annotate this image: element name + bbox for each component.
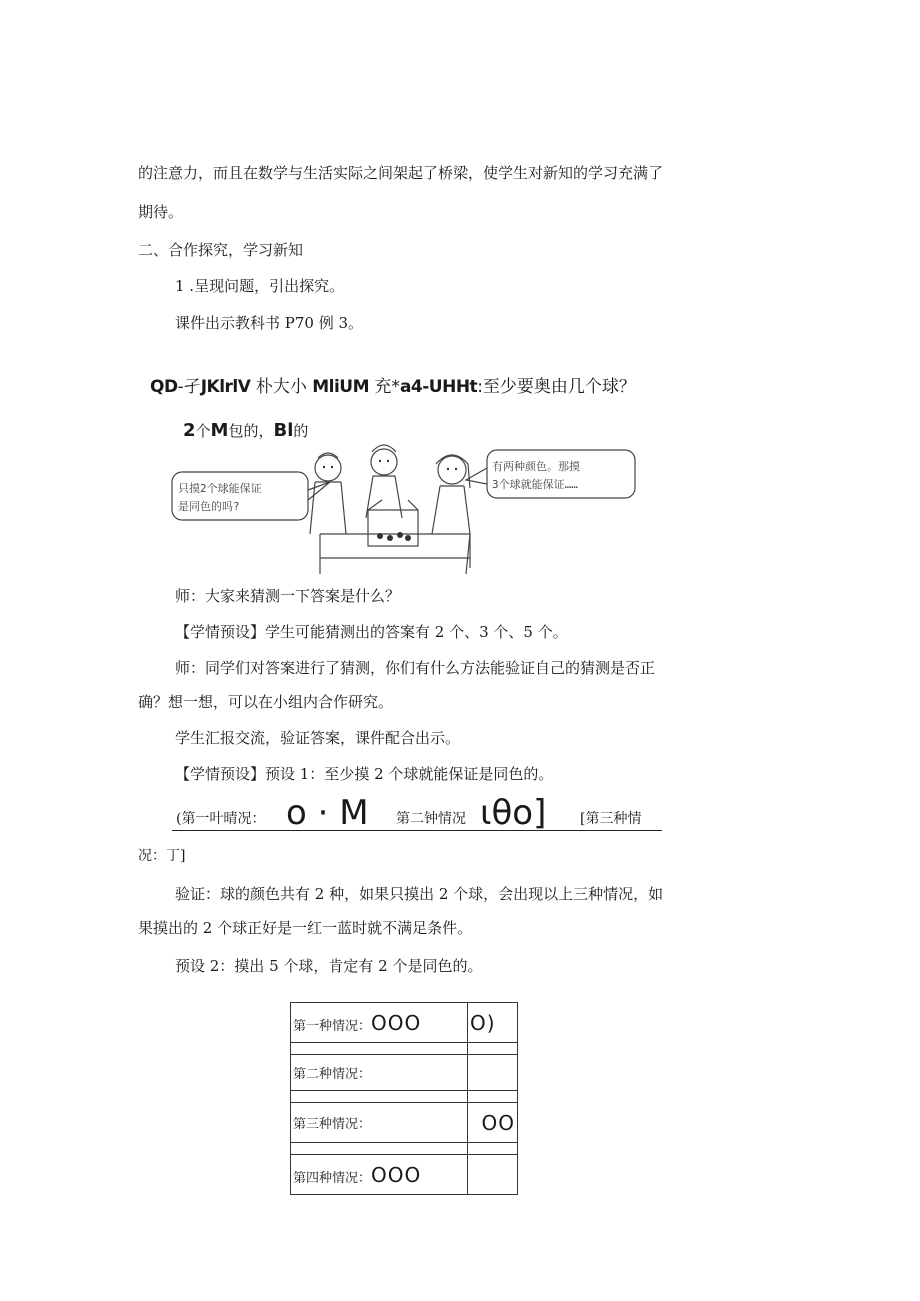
cases-row xyxy=(172,793,662,833)
cases-table xyxy=(290,1002,518,1195)
case3-label: [第三种情 xyxy=(580,811,642,827)
case3-tail: 况：丁] xyxy=(138,848,186,864)
courseware-note: 课件出示教科书 P70 例 3。 xyxy=(175,314,364,332)
verification-cont: 果摸出的 2 个球正好是一红一蓝时就不满足条件。 xyxy=(138,919,473,937)
step-heading: 1 .呈现问题，引出探究。 xyxy=(175,277,345,295)
bubble-left-line: 是同色的吗? xyxy=(178,500,240,513)
learning-preset: 【学情预设】预设 1：至少摸 2 个球就能保证是同色的。 xyxy=(175,765,554,783)
report-note: 学生汇报交流，验证答案，课件配合出示。 xyxy=(175,729,461,747)
table-row xyxy=(291,1003,518,1043)
table-cell: 第二种情况： xyxy=(291,1055,468,1091)
table-row xyxy=(291,1055,518,1091)
table-row xyxy=(291,1103,518,1143)
table-cell: 第四种情况：OOO xyxy=(291,1155,468,1195)
table-cell: 第一种情况：OOO xyxy=(291,1003,468,1043)
bubble-left-line: 只摸2个球能保证 xyxy=(178,482,262,495)
example-question: QD-孑JKlrlV 朴大小 MliUM 充*a4-UHHt:至少要奥由几个球？ xyxy=(150,377,636,397)
paragraph-line: 期待。 xyxy=(138,203,184,221)
table-cell: O) xyxy=(468,1003,518,1043)
case1-label: (第一叶晴况： xyxy=(176,811,266,827)
table-cell xyxy=(468,1091,518,1103)
learning-preset: 预设 2：摸出 5 个球，肯定有 2 个是同色的。 xyxy=(175,957,483,975)
table-row xyxy=(291,1155,518,1195)
table-row xyxy=(291,1043,518,1055)
table-row xyxy=(291,1091,518,1103)
table-cell xyxy=(468,1043,518,1055)
teacher-prompt-cont: 确？想一想，可以在小组内合作研究。 xyxy=(138,693,394,711)
table-cell xyxy=(291,1143,468,1155)
bubble-right-line: 3个球就能保证…… xyxy=(492,478,578,491)
teacher-prompt: 师：大家来猜测一下答案是什么？ xyxy=(175,587,401,605)
table-cell xyxy=(291,1091,468,1103)
verification: 验证：球的颜色共有 2 种，如果只摸出 2 个球，会出现以上三种情况，如 xyxy=(175,885,664,903)
paragraph-line: 的注意力，而且在数学与生活实际之间架起了桥梁，使学生对新知的学习充满了 xyxy=(138,164,664,182)
table-cell xyxy=(291,1043,468,1055)
case1-balls: o · M xyxy=(286,793,369,833)
section-heading: 二、合作探究，学习新知 xyxy=(138,241,304,259)
table-cell xyxy=(468,1055,518,1091)
table-cell: 第三种情况： xyxy=(291,1103,468,1143)
table-cell: OO xyxy=(468,1103,518,1143)
learning-preset: 【学情预设】学生可能猜测出的答案有 2 个、3 个、5 个。 xyxy=(175,623,568,641)
students-illustration xyxy=(170,438,640,574)
bubble-right-line: 有两种颜色。那摸 xyxy=(492,460,580,473)
case2-label: 第二钟情况 xyxy=(396,811,466,827)
table-cell xyxy=(468,1155,518,1195)
case2-balls: ιθo] xyxy=(480,793,547,833)
teacher-prompt: 师：同学们对答案进行了猜测，你们有什么方法能验证自己的猜测是否正 xyxy=(175,659,656,677)
table-row xyxy=(291,1143,518,1155)
example-subheading: 2个M包的，Bl的 xyxy=(183,420,309,441)
table-cell xyxy=(468,1143,518,1155)
